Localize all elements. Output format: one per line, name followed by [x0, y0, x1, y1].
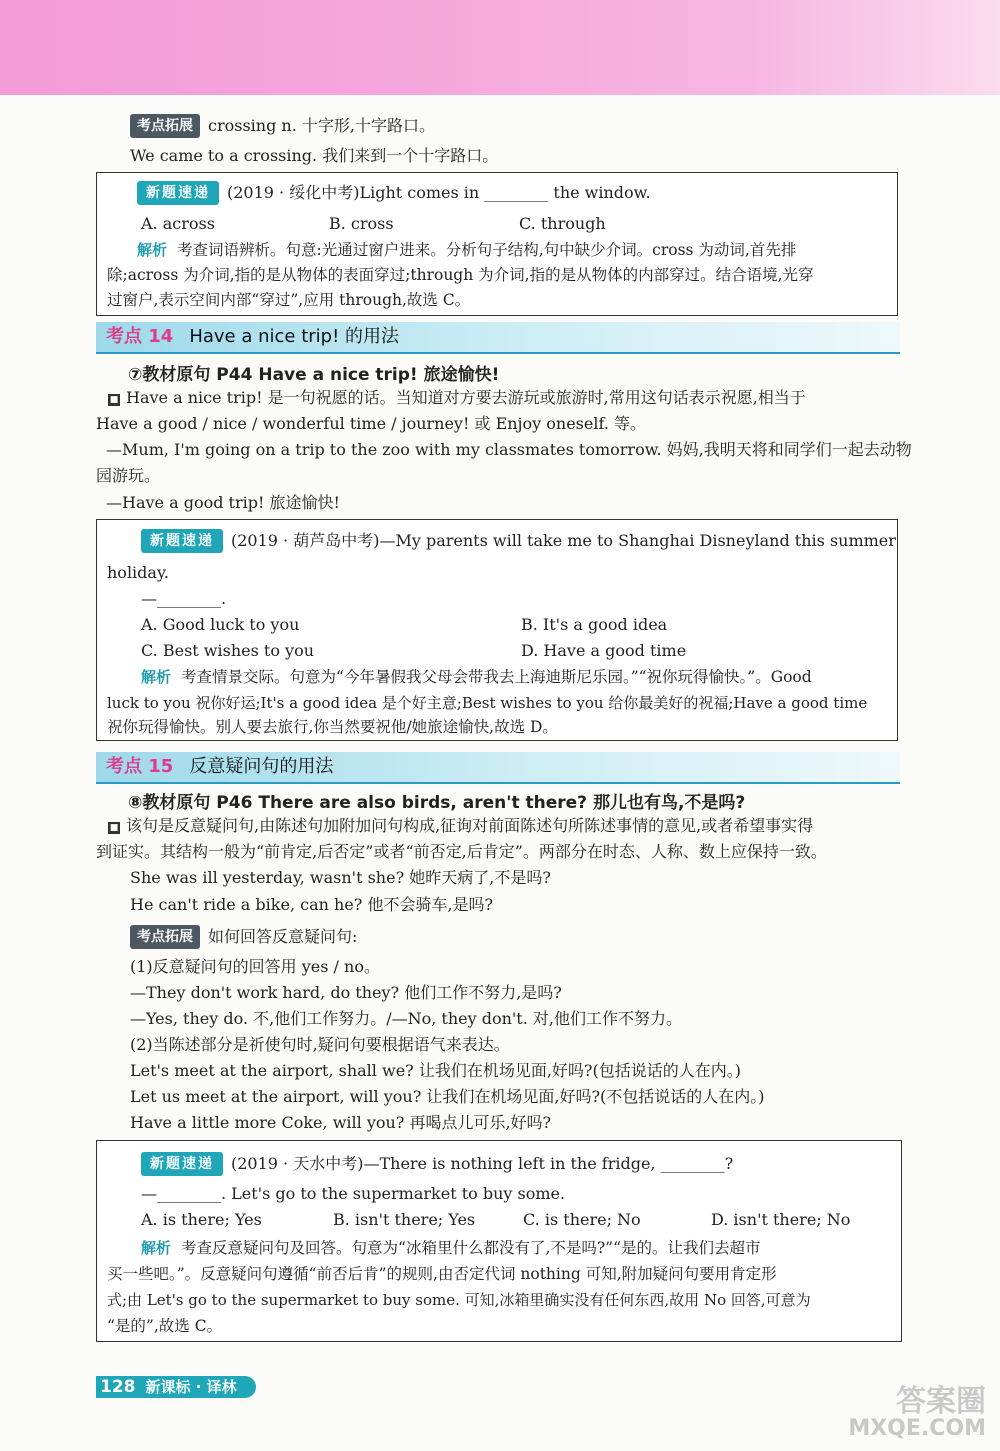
question-stem: 新题速递 (2019 · 天水中考)—There is nothing left in the fridge, ________?: [141, 1152, 733, 1176]
extension-tag: 考点拓展: [130, 925, 200, 949]
option-c: C. through: [519, 214, 606, 233]
page-number: 128: [100, 1377, 136, 1397]
new-question-tag: 新题速递: [141, 1152, 223, 1176]
question-box-1: [96, 172, 898, 316]
question-box-3: [96, 1140, 902, 1342]
analysis-line: “是的”,故选 C。: [107, 1317, 223, 1335]
option-b: B. cross: [329, 214, 394, 233]
analysis-line: luck to you 祝你好运;It's a good idea 是个好主意;Best wishes to you 给你最美好的祝福;Have a good time: [107, 694, 868, 712]
body-line: —Have a good trip! 旅途愉快!: [106, 493, 340, 512]
ext-body-line: (1)反意疑问句的回答用 yes / no。: [130, 957, 380, 976]
answer-blank: —________.: [141, 589, 227, 608]
analysis-line: 买一些吧。”。反意疑问句遵循“前否后肯”的规则,由否定代词 nothing 可知,附加疑问句要用肯定形: [107, 1265, 777, 1283]
textbook-sentence-14: ⑦教材原句 P44 Have a nice trip! 旅途愉快!: [128, 365, 500, 385]
new-question-tag: 新题速递: [137, 181, 219, 205]
analysis-line: 解析 考查反意疑问句及回答。句意为“冰箱里什么都没有了,不是吗?”“是的。让我们去超市: [141, 1239, 761, 1257]
option-b: B. It's a good idea: [521, 615, 668, 634]
extension-line: 考点拓展 crossing n. 十字形,十字路口。: [130, 114, 435, 138]
watermark: 答案圈 MXQE.COM: [848, 1384, 986, 1441]
analysis-tag: 解析: [141, 1239, 172, 1257]
option-d: D. Have a good time: [521, 641, 687, 660]
example-sentence: We came to a crossing. 我们来到一个十字路口。: [130, 146, 499, 165]
body-line: Have a good / nice / wonderful time / journey! 或 Enjoy oneself. 等。: [96, 414, 647, 433]
option-a: A. across: [141, 214, 215, 233]
question-box-2: [96, 519, 898, 741]
analysis-line: 解析 考查情景交际。句意为“今年暑假我父母会带我去上海迪斯尼乐园。”“祝你玩得愉快。”。Good: [141, 668, 812, 686]
analysis-tag: 解析: [137, 241, 168, 259]
analysis-line: 祝你玩得愉快。别人要去旅行,你当然要祝他/她旅途愉快,故选 D。: [107, 718, 558, 736]
option-b: B. isn't there; Yes: [333, 1210, 476, 1229]
question-stem: 新题速递 (2019 · 葫芦岛中考)—My parents will take me to Shanghai Disneyland this summer: [141, 529, 896, 553]
body-line: 园游玩。: [96, 466, 161, 485]
analysis-line: 解析 考查词语辨析。句意:光通过窗户进来。分析句子结构,句中缺少介词。cross 为动词,首先排: [137, 241, 797, 259]
body-line: He can't ride a bike, can he? 他不会骑车,是吗?: [130, 895, 494, 914]
ext-body-line: (2)当陈述部分是祈使句时,疑问句要根据语气来表达。: [130, 1035, 510, 1054]
option-a: A. is there; Yes: [141, 1210, 262, 1229]
body-line: ■ 该句是反意疑问句,由陈述句加附加问句构成,征询对前面陈述句所陈述事情的意见,或者希望事实得: [109, 816, 814, 835]
ext-body-line: —They don't work hard, do they? 他们工作不努力,是吗?: [130, 983, 562, 1002]
option-a: A. Good luck to you: [141, 615, 300, 634]
question-stem: 新题速递 (2019 · 绥化中考)Light comes in ________ the window.: [137, 181, 651, 205]
option-c: C. is there; No: [523, 1210, 641, 1229]
ext-body-line: Let us meet at the airport, will you? 让我们在机场见面,好吗?(不包括说话的人在内。): [130, 1087, 765, 1106]
analysis-line: 过窗户,表示空间内部“穿过”,应用 through,故选 C。: [107, 291, 471, 309]
bullet-icon: ■: [109, 395, 119, 405]
section-header-15: 考点 15 反意疑问句的用法: [96, 752, 900, 784]
ext-body-line: Have a little more Coke, will you? 再喝点儿可乐,好吗?: [130, 1113, 552, 1132]
body-line: 到证实。其结构一般为“前肯定,后否定”或者“前否定,后肯定”。两部分在时态、人称、数上应保持一致。: [96, 842, 827, 861]
body-line: She was ill yesterday, wasn't she? 她昨天病了,不是吗?: [130, 868, 551, 887]
new-question-tag: 新题速递: [141, 529, 223, 553]
top-color-band: [0, 0, 1000, 95]
page-footer: [96, 1376, 256, 1398]
question-stem-cont: —________. Let's go to the supermarket to buy some.: [141, 1184, 566, 1203]
body-line: ■ Have a nice trip! 是一句祝愿的话。当知道对方要去游玩或旅游时,常用这句话表示祝愿,相当于: [109, 388, 806, 407]
analysis-tag: 解析: [141, 668, 172, 686]
section-header-14: 考点 14 Have a nice trip! 的用法: [96, 322, 900, 354]
extension-line: 考点拓展 如何回答反意疑问句:: [130, 925, 357, 949]
option-c: C. Best wishes to you: [141, 641, 315, 660]
bullet-icon: ■: [109, 823, 119, 833]
ext-body-line: —Yes, they do. 不,他们工作努力。/—No, they don't. 对,他们工作不努力。: [130, 1009, 682, 1028]
analysis-line: 式;由 Let's go to the supermarket to buy some. 可知,冰箱里确实没有任何东西,故用 No 回答,可意为: [107, 1291, 811, 1309]
option-d: D. isn't there; No: [711, 1210, 851, 1229]
question-stem-cont: holiday.: [107, 563, 169, 582]
book-label: 新课标 · 译林: [145, 1378, 237, 1396]
extension-tag: 考点拓展: [130, 114, 200, 138]
analysis-line: 除;across 为介词,指的是从物体的表面穿过;through 为介词,指的是从物体的内部穿过。结合语境,光穿: [107, 266, 814, 284]
body-line: —Mum, I'm going on a trip to the zoo with my classmates tomorrow. 妈妈,我明天将和同学们一起去动物: [106, 440, 912, 459]
textbook-sentence-15: ⑧教材原句 P46 There are also birds, aren't there? 那儿也有鸟,不是吗?: [128, 793, 746, 813]
ext-body-line: Let's meet at the airport, shall we? 让我们在机场见面,好吗?(包括说话的人在内。): [130, 1061, 741, 1080]
